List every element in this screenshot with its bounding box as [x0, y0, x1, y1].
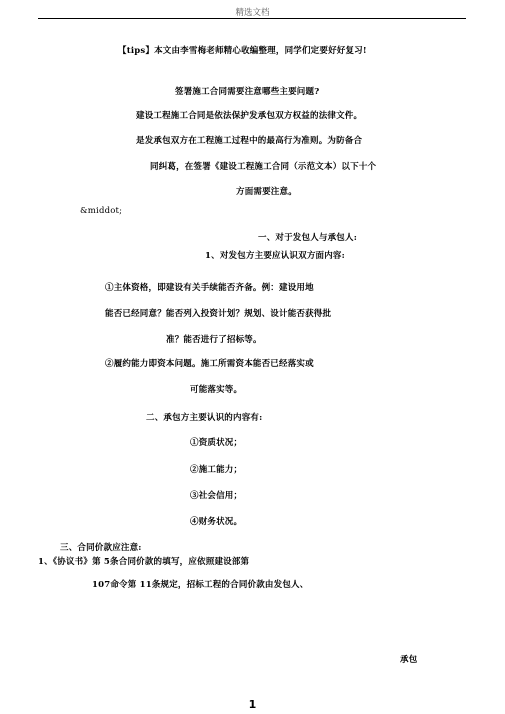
- paragraph-line-4: 方面需要注意。: [236, 187, 297, 197]
- subheading-employer: 1、对发包方主要应认识双方面内容:: [205, 251, 345, 261]
- tips-line: 【tips】本文由李雪梅老师精心收编整理，同学们定要好好复习!: [118, 46, 367, 56]
- item-capability-line-1: ②履约能力即资本问题。施工所需资本能否已经落实或: [105, 359, 314, 369]
- contract-price-line-3: 承包: [400, 655, 418, 665]
- heading-contractor: 二、承包方主要认识的内容有:: [146, 413, 263, 423]
- item-qualification-line-3: 准？能否进行了招标等。: [166, 335, 262, 345]
- paragraph-line-2: 是发承包双方在工程施工过程中的最高行为准则。为防备合: [136, 136, 363, 146]
- contract-price-line-1: 1、《协议书》第 5条合同价款的填写，应依照建设部第: [38, 557, 250, 567]
- middot-entity: &middot;: [80, 206, 123, 216]
- item-qualification-line-1: ①主体资格，即建设有关手续能否齐备。例：建设用地: [105, 283, 314, 293]
- item-qualification-line-2: 能否已经同意？能否列入投资计划？规划、设计能否获得批: [105, 309, 332, 319]
- contract-price-line-2: 107命令第 11条规定，招标工程的合同价款由发包人、: [92, 580, 309, 590]
- section-title: 签署施工合同需要注意哪些主要问题?: [175, 87, 320, 97]
- contractor-item-2: ②施工能力；: [190, 465, 243, 475]
- page-header: 精选文档: [235, 8, 270, 18]
- contractor-item-3: ③社会信用；: [190, 491, 243, 501]
- item-capability-line-2: 可能落实等。: [190, 385, 243, 395]
- paragraph-line-1: 建设工程施工合同是依法保护发承包双方权益的法律文件。: [136, 111, 363, 121]
- contractor-item-1: ①资质状况；: [190, 438, 243, 448]
- heading-contract-price: 三、合同价款应注意:: [60, 543, 142, 553]
- heading-employer-contractor: 一、对于发包人与承包人:: [258, 233, 358, 243]
- page-number: 1: [248, 698, 257, 711]
- contractor-item-4: ④财务状况。: [190, 517, 243, 527]
- header-rule: [38, 18, 466, 19]
- paragraph-line-3: 同纠葛，在签署《建设工程施工合同（示范文本）以下十个: [150, 162, 377, 172]
